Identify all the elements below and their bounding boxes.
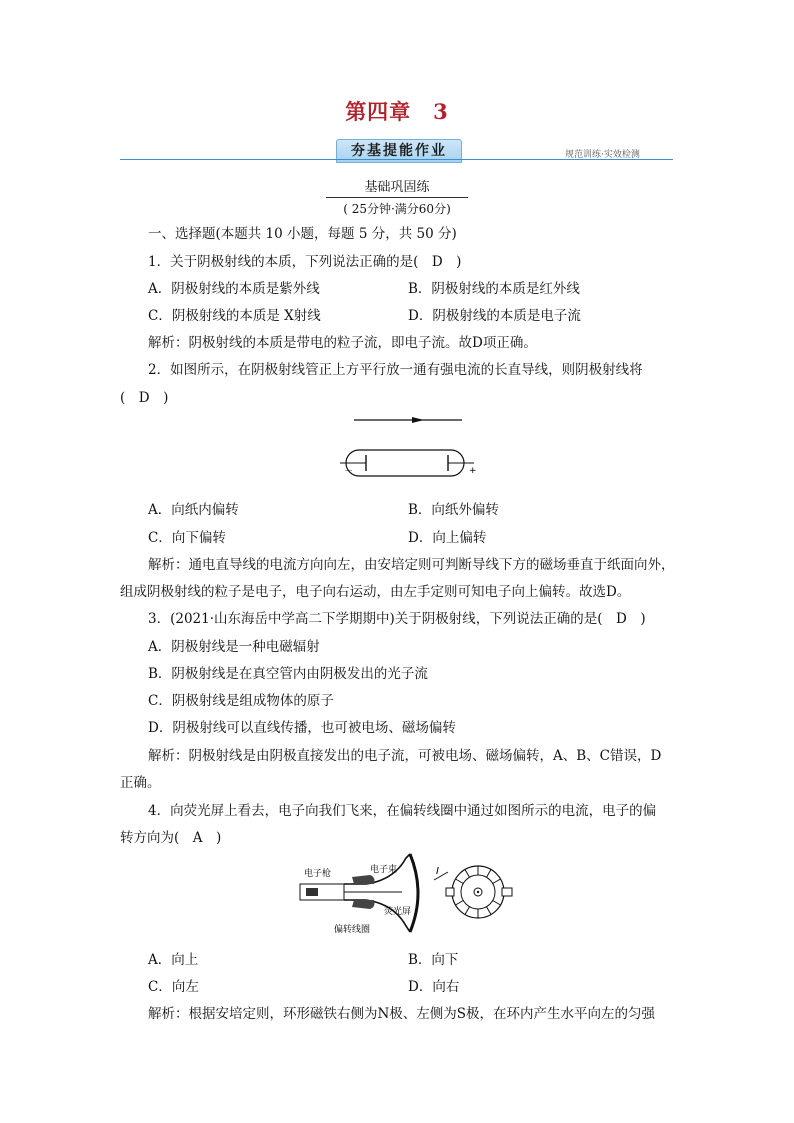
header-slogan: 规范训练·实效检测 [565, 150, 640, 160]
q1-option-c: C．阴极射线的本质是 X射线 [148, 308, 321, 324]
coil-lower [352, 900, 375, 909]
q3-analysis-line1: 解析：阴极射线是由阴极直接发出的电子流，可被电场、磁场偏转，A、B、C错误，D [148, 748, 662, 764]
q2-analysis-line2: 组成阴极射线的粒子是电子，电子向右运动，由左手定则可知电子向上偏转。故选D。 [120, 584, 631, 600]
q3-option-d: D．阴极射线可以直线传播，也可被电场、磁场偏转 [148, 720, 456, 736]
crt-deflection-figure [298, 850, 524, 940]
coil-upper [352, 875, 375, 884]
q4-option-a: A．向上 [148, 952, 199, 968]
q1-option-b: B．阴极射线的本质是红外线 [408, 281, 580, 297]
cathode-ray-tube-figure [336, 410, 486, 490]
section-title: 基础巩固练 [364, 180, 430, 195]
q2-stem-line2: ( D ) [120, 390, 169, 406]
q2-option-a: A．向纸内偏转 [148, 502, 239, 518]
part-heading: 一、选择题(本题共 10 小题，每题 5 分，共 50 分) [148, 226, 457, 242]
q1-option-a: A．阴极射线的本质是紫外线 [148, 281, 320, 297]
q3-option-b: B．阴极射线是在真空管内由阴极发出的光子流 [148, 666, 428, 682]
label-electron-gun: 电子枪 [304, 869, 332, 879]
q2-option-c: C．向下偏转 [148, 530, 226, 546]
q1-stem: 1．关于阴极射线的本质，下列说法正确的是( D ) [148, 254, 462, 270]
q1-analysis: 解析：阴极射线的本质是带电的粒子流，即电子流。故D项正确。 [148, 335, 537, 351]
section-timing: ( 25分钟·满分60分) [343, 202, 451, 216]
q4-option-d: D．向右 [408, 979, 460, 995]
fluorescent-screen [410, 854, 418, 932]
q4-option-b: B．向下 [408, 952, 459, 968]
q4-option-c: C．向左 [148, 979, 199, 995]
coil-terminal-right [502, 888, 512, 896]
q3-stem: 3．(2021·山东海岳中学高二下学期期中)关于阴极射线，下列说法正确的是( D ) [148, 611, 646, 627]
q2-option-b: B．向纸外偏转 [408, 502, 499, 518]
gun-cathode [306, 888, 318, 896]
label-electron-beam: 电子束 [370, 865, 398, 875]
q1-option-d: D．阴极射线的本质是电子流 [408, 308, 581, 324]
q4-stem-line1: 4．向荧光屏上看去，电子向我们飞来，在偏转线圈中通过如图所示的电流，电子的偏 [148, 803, 657, 819]
beam-dot-center [477, 891, 479, 893]
section-rule [326, 197, 468, 198]
coil-terminal-left [446, 888, 454, 896]
section-banner: 夯基提能作业 [336, 139, 462, 163]
q3-analysis-line2: 正确。 [120, 775, 161, 791]
q2-stem-line1: 2．如图所示，在阴极射线管正上方平行放一通有强电流的长直导线，则阴极射线将 [148, 362, 643, 378]
wire-current-arrow [412, 417, 424, 423]
plus-terminal-label: + [469, 466, 477, 476]
q2-option-d: D．向上偏转 [408, 530, 487, 546]
minus-terminal-label: － [344, 467, 354, 477]
q4-stem-line2: 转方向为( A ) [120, 830, 222, 846]
q3-option-c: C．阴极射线是组成物体的原子 [148, 693, 334, 709]
page-title: 第四章 3 [345, 99, 449, 124]
q2-analysis-line1: 解析：通电直导线的电流方向向左，由安培定则可判断导线下方的磁场垂直于纸面向外， [148, 557, 675, 573]
q4-analysis-line1: 解析：根据安培定则，环形磁铁右侧为N极、左侧为S极，在环内产生水平向左的匀强 [148, 1006, 656, 1022]
label-deflection-coil: 偏转线圈 [334, 925, 371, 935]
current-label: I [436, 866, 439, 877]
label-fluorescent-screen: 荧光屏 [384, 907, 412, 917]
q3-option-a: A．阴极射线是一种电磁辐射 [148, 639, 320, 655]
